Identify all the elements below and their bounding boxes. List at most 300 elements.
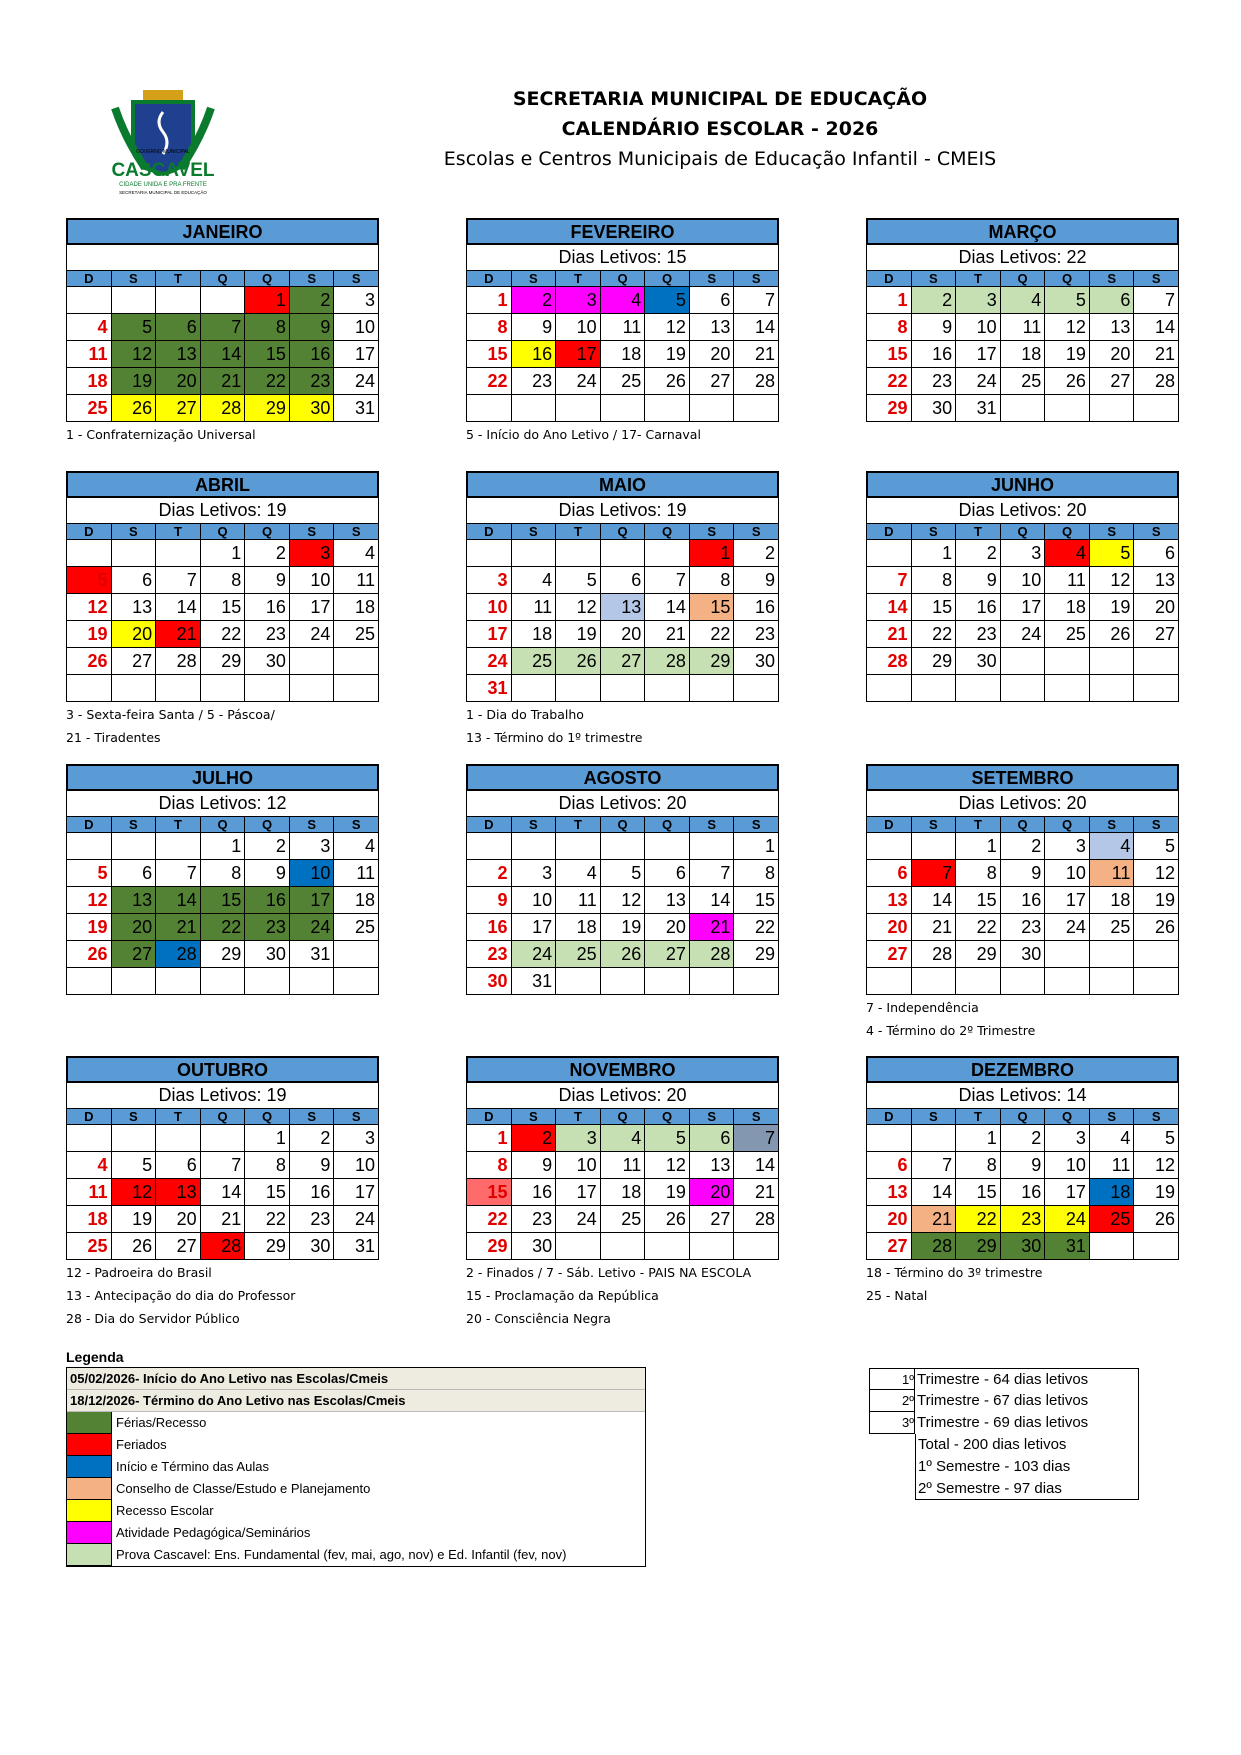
day-cell: 26	[645, 368, 690, 395]
day-cell: 22	[912, 621, 957, 648]
day-cell: 16	[245, 594, 290, 621]
day-cell: 25	[601, 368, 646, 395]
weekday-label: Q	[601, 524, 646, 539]
day-cell: 23	[734, 621, 779, 648]
weekday-label: Q	[601, 271, 646, 286]
empty-cell	[67, 540, 112, 567]
note-line: 13 - Término do 1º trimestre	[466, 730, 643, 745]
day-cell: 15	[867, 341, 912, 368]
day-cell: 16	[512, 1179, 557, 1206]
day-cell: 14	[734, 1152, 779, 1179]
day-cell: 24	[290, 621, 335, 648]
day-cell: 28	[867, 648, 912, 675]
day-cell: 27	[690, 1206, 735, 1233]
month-title: OUTUBRO	[66, 1056, 379, 1083]
day-cell: 27	[112, 648, 157, 675]
day-cell: 25	[67, 395, 112, 422]
day-cell: 11	[1090, 860, 1135, 887]
weekday-label: S	[1151, 524, 1161, 539]
weekday-label: T	[556, 524, 601, 539]
empty-cell	[201, 675, 246, 702]
day-cell: 2	[956, 540, 1001, 567]
legend-item	[67, 1478, 645, 1500]
weekday-label: Q	[245, 271, 290, 286]
month-novembro	[466, 1056, 779, 1330]
day-cell: 14	[734, 314, 779, 341]
day-cell: 11	[556, 887, 601, 914]
day-cell: 27	[645, 941, 690, 968]
weekday-label: Q	[1001, 817, 1046, 832]
day-cell: 13	[645, 887, 690, 914]
day-cell: 11	[67, 1179, 112, 1206]
empty-cell	[512, 395, 557, 422]
day-grid	[466, 833, 779, 995]
empty-cell	[690, 1233, 735, 1260]
day-cell: 28	[645, 648, 690, 675]
empty-cell	[867, 1125, 912, 1152]
day-cell: 5	[1134, 1125, 1179, 1152]
weekday-label: Q	[601, 1109, 646, 1124]
empty-cell	[912, 968, 957, 995]
day-cell: 19	[1090, 594, 1135, 621]
day-cell: 8	[245, 314, 290, 341]
trimestre-number: 1º	[869, 1368, 915, 1390]
weekday-header	[466, 524, 779, 540]
legend-item	[67, 1434, 645, 1456]
weekday-label: S	[690, 524, 735, 539]
day-cell: 16	[290, 1179, 335, 1206]
empty-cell	[156, 287, 201, 314]
day-cell: 15	[467, 1179, 512, 1206]
totals-row	[869, 1412, 1139, 1434]
day-cell: 20	[1134, 594, 1179, 621]
weekday-label: D	[67, 817, 112, 832]
empty-cell	[112, 540, 157, 567]
day-cell: 30	[245, 648, 290, 675]
day-cell: 3	[1045, 1125, 1090, 1152]
day-cell: 15	[201, 594, 246, 621]
empty-cell	[67, 968, 112, 995]
month-abril	[66, 471, 379, 749]
day-cell: 1	[867, 287, 912, 314]
weekday-header	[466, 1109, 779, 1125]
empty-cell	[645, 675, 690, 702]
dias-letivos: Dias Letivos: 20	[466, 791, 779, 817]
day-cell: 12	[645, 314, 690, 341]
day-cell: 21	[734, 341, 779, 368]
empty-cell	[1001, 648, 1046, 675]
empty-cell	[1045, 648, 1090, 675]
day-cell: 19	[1134, 1179, 1179, 1206]
month-julho	[66, 764, 379, 995]
weekday-label: S	[1090, 271, 1135, 286]
totals-row	[869, 1390, 1139, 1412]
empty-cell	[112, 1125, 157, 1152]
day-cell: 3	[956, 287, 1001, 314]
day-cell: 11	[601, 1152, 646, 1179]
day-cell: 24	[1045, 914, 1090, 941]
month-setembro	[866, 764, 1179, 1042]
note-line: 3 - Sexta-feira Santa / 5 - Páscoa/	[66, 707, 275, 722]
empty-cell	[690, 395, 735, 422]
empty-cell	[645, 395, 690, 422]
empty-cell	[690, 833, 735, 860]
logo-top-text: GOVERNO MUNICIPAL	[136, 149, 190, 155]
month-fevereiro	[466, 218, 779, 446]
weekday-label: S	[1151, 817, 1161, 832]
weekday-label: S	[512, 1109, 557, 1124]
empty-cell	[556, 833, 601, 860]
day-cell: 27	[601, 648, 646, 675]
day-cell: 7	[1134, 287, 1179, 314]
empty-cell	[1090, 675, 1135, 702]
totals-text: Trimestre - 67 dias letivos	[915, 1390, 1139, 1412]
day-cell: 20	[690, 341, 735, 368]
dias-letivos: Dias Letivos: 15	[466, 245, 779, 271]
day-cell: 11	[1045, 567, 1090, 594]
totals-text: Trimestre - 64 dias letivos	[915, 1368, 1139, 1390]
day-cell: 12	[67, 594, 112, 621]
weekday-label: S	[290, 271, 335, 286]
day-cell: 1	[690, 540, 735, 567]
day-cell: 5	[556, 567, 601, 594]
weekday-header	[866, 524, 1179, 540]
day-cell: 9	[1001, 860, 1046, 887]
day-cell: 19	[645, 1179, 690, 1206]
empty-cell	[601, 1233, 646, 1260]
day-cell: 17	[556, 1179, 601, 1206]
day-cell: 29	[734, 941, 779, 968]
totals-spacer	[869, 1478, 915, 1500]
day-cell: 5	[112, 1152, 157, 1179]
day-cell: 8	[467, 314, 512, 341]
totals-spacer	[869, 1456, 915, 1478]
day-cell: 22	[690, 621, 735, 648]
day-cell: 1	[912, 540, 957, 567]
empty-cell	[201, 968, 246, 995]
day-cell: 4	[601, 287, 646, 314]
day-cell: 5	[112, 314, 157, 341]
day-cell: 7	[156, 567, 201, 594]
day-cell: 22	[467, 1206, 512, 1233]
empty-cell	[734, 968, 779, 995]
empty-cell	[867, 833, 912, 860]
empty-cell	[1045, 675, 1090, 702]
day-cell: 2	[512, 1125, 557, 1152]
day-cell: 24	[956, 368, 1001, 395]
empty-cell	[601, 833, 646, 860]
day-cell: 7	[912, 860, 957, 887]
day-cell: 8	[690, 567, 735, 594]
day-cell: 20	[112, 914, 157, 941]
weekday-label: T	[956, 524, 1001, 539]
day-cell: 9	[734, 567, 779, 594]
month-notes	[866, 996, 1179, 1042]
day-cell: 31	[290, 941, 335, 968]
day-cell: 20	[867, 914, 912, 941]
month-dezembro	[866, 1056, 1179, 1307]
day-cell: 14	[156, 887, 201, 914]
day-cell: 25	[1045, 621, 1090, 648]
day-cell: 2	[290, 287, 335, 314]
day-cell: 3	[334, 1125, 379, 1152]
weekday-header	[66, 817, 379, 833]
day-cell: 19	[67, 621, 112, 648]
day-cell: 27	[156, 1233, 201, 1260]
day-cell: 7	[690, 860, 735, 887]
day-cell: 19	[556, 621, 601, 648]
day-cell: 5	[1045, 287, 1090, 314]
day-grid	[866, 540, 1179, 702]
day-cell: 2	[245, 833, 290, 860]
weekday-label: Q	[1045, 271, 1090, 286]
day-cell: 9	[290, 1152, 335, 1179]
day-cell: 30	[1001, 941, 1046, 968]
day-cell: 19	[112, 1206, 157, 1233]
legend-box	[66, 1367, 646, 1567]
day-cell: 30	[734, 648, 779, 675]
weekday-header	[66, 524, 379, 540]
weekday-label: S	[690, 817, 735, 832]
day-cell: 23	[245, 914, 290, 941]
day-cell: 25	[334, 621, 379, 648]
day-cell: 27	[1090, 368, 1135, 395]
month-notes	[466, 1261, 779, 1330]
day-cell: 18	[1001, 341, 1046, 368]
weekday-label: T	[556, 271, 601, 286]
day-cell: 19	[601, 914, 646, 941]
day-cell: 10	[334, 1152, 379, 1179]
day-cell: 31	[334, 1233, 379, 1260]
empty-cell	[67, 287, 112, 314]
empty-cell	[112, 968, 157, 995]
day-cell: 26	[1090, 621, 1135, 648]
day-cell: 10	[512, 887, 557, 914]
day-cell: 29	[245, 395, 290, 422]
day-cell: 3	[1045, 833, 1090, 860]
day-cell: 28	[201, 1233, 246, 1260]
note-line: 5 - Início do Ano Letivo / 17- Carnaval	[466, 427, 701, 442]
day-cell: 15	[245, 1179, 290, 1206]
legend-label: Recesso Escolar	[116, 1503, 214, 1518]
day-cell: 1	[467, 287, 512, 314]
month-title: MAIO	[466, 471, 779, 498]
weekday-header	[866, 271, 1179, 287]
weekday-label: S	[351, 1109, 361, 1124]
day-cell: 13	[867, 1179, 912, 1206]
day-cell: 4	[512, 567, 557, 594]
day-cell: 18	[67, 1206, 112, 1233]
note-line: 1 - Dia do Trabalho	[466, 707, 584, 722]
day-cell: 12	[67, 887, 112, 914]
weekday-label: S	[351, 524, 361, 539]
day-cell: 9	[290, 314, 335, 341]
day-cell: 2	[467, 860, 512, 887]
dias-letivos: Dias Letivos: 22	[866, 245, 1179, 271]
month-title: FEVEREIRO	[466, 218, 779, 245]
empty-cell	[1001, 968, 1046, 995]
weekday-label: D	[867, 524, 912, 539]
day-cell: 23	[1001, 914, 1046, 941]
day-cell: 11	[1090, 1152, 1135, 1179]
month-title: JULHO	[66, 764, 379, 791]
empty-cell	[556, 1233, 601, 1260]
weekday-label: D	[67, 1109, 112, 1124]
day-cell: 3	[467, 567, 512, 594]
weekday-label: D	[67, 271, 112, 286]
day-cell: 25	[334, 914, 379, 941]
day-cell: 12	[601, 887, 646, 914]
empty-cell	[734, 395, 779, 422]
logo-sub-text: SECRETARIA MUNICIPAL DE EDUCAÇÃO	[119, 190, 207, 195]
empty-cell	[290, 968, 335, 995]
weekday-label: S	[912, 271, 957, 286]
dias-letivos: Dias Letivos: 14	[866, 1083, 1179, 1109]
legend-swatch	[67, 1478, 112, 1500]
day-cell: 26	[1134, 1206, 1179, 1233]
day-cell: 22	[245, 1206, 290, 1233]
empty-cell	[1045, 968, 1090, 995]
note-line: 20 - Consciência Negra	[466, 1311, 611, 1326]
day-cell: 23	[956, 621, 1001, 648]
day-cell: 30	[467, 968, 512, 995]
legend-label: Atividade Pedagógica/Seminários	[116, 1525, 311, 1540]
legend-swatch	[67, 1434, 112, 1456]
empty-cell	[1001, 675, 1046, 702]
day-cell: 30	[512, 1233, 557, 1260]
weekday-label: Q	[245, 1109, 290, 1124]
header	[0, 84, 1241, 195]
day-cell: 11	[1001, 314, 1046, 341]
day-cell: 9	[467, 887, 512, 914]
empty-cell	[334, 968, 379, 995]
empty-cell	[334, 941, 379, 968]
empty-cell	[912, 833, 957, 860]
empty-cell	[67, 833, 112, 860]
day-cell: 4	[1090, 833, 1135, 860]
day-cell: 1	[245, 1125, 290, 1152]
day-cell: 30	[1001, 1233, 1046, 1260]
day-cell: 8	[245, 1152, 290, 1179]
weekday-label: Q	[201, 1109, 246, 1124]
day-cell: 17	[556, 341, 601, 368]
day-cell: 25	[512, 648, 557, 675]
empty-cell	[1090, 968, 1135, 995]
day-cell: 16	[290, 341, 335, 368]
day-cell: 31	[956, 395, 1001, 422]
trimestre-number: 3º	[869, 1412, 915, 1434]
day-cell: 14	[201, 1179, 246, 1206]
month-notes	[66, 703, 379, 749]
empty-cell	[956, 968, 1001, 995]
day-cell: 18	[556, 914, 601, 941]
day-cell: 10	[1045, 860, 1090, 887]
day-cell: 17	[334, 1179, 379, 1206]
day-cell: 25	[1090, 914, 1135, 941]
weekday-label: Q	[645, 524, 690, 539]
empty-cell	[245, 968, 290, 995]
legend-label: Prova Cascavel: Ens. Fundamental (fev, mai, ago, nov) e Ed. Infantil (fev, nov)	[116, 1547, 567, 1562]
day-cell: 9	[245, 567, 290, 594]
day-cell: 5	[67, 860, 112, 887]
month-title: JANEIRO	[66, 218, 379, 245]
weekday-label: S	[751, 524, 761, 539]
day-cell: 9	[512, 314, 557, 341]
day-cell: 1	[201, 833, 246, 860]
empty-cell	[1090, 941, 1135, 968]
day-cell: 20	[1090, 341, 1135, 368]
day-cell: 8	[867, 314, 912, 341]
empty-cell	[201, 1125, 246, 1152]
month-notes	[866, 1261, 1179, 1307]
weekday-label: D	[467, 271, 512, 286]
legend	[66, 1349, 646, 1567]
day-grid	[466, 1125, 779, 1260]
empty-cell	[867, 540, 912, 567]
day-cell: 21	[912, 914, 957, 941]
weekday-label: S	[290, 524, 335, 539]
day-cell: 18	[334, 887, 379, 914]
day-cell: 17	[467, 621, 512, 648]
empty-cell	[956, 675, 1001, 702]
day-cell: 26	[112, 1233, 157, 1260]
empty-cell	[156, 675, 201, 702]
weekday-header	[866, 1109, 1179, 1125]
day-cell: 21	[201, 1206, 246, 1233]
month-notes	[466, 703, 779, 749]
weekday-label: T	[956, 1109, 1001, 1124]
day-cell: 23	[467, 941, 512, 968]
day-cell: 31	[334, 395, 379, 422]
day-cell: 21	[1134, 341, 1179, 368]
day-grid	[66, 833, 379, 995]
empty-cell	[867, 968, 912, 995]
day-cell: 16	[467, 914, 512, 941]
day-cell: 11	[67, 341, 112, 368]
day-cell: 12	[112, 341, 157, 368]
weekday-label: S	[912, 1109, 957, 1124]
note-line: 13 - Antecipação do dia do Professor	[66, 1288, 296, 1303]
empty-cell	[556, 968, 601, 995]
trimestre-number: 2º	[869, 1390, 915, 1412]
weekday-label: D	[867, 817, 912, 832]
empty-cell	[1134, 675, 1179, 702]
empty-cell	[556, 540, 601, 567]
totals-row	[869, 1368, 1139, 1390]
day-cell: 4	[67, 314, 112, 341]
empty-cell	[1134, 395, 1179, 422]
empty-cell	[467, 833, 512, 860]
weekday-label: S	[112, 817, 157, 832]
weekday-label: S	[112, 1109, 157, 1124]
day-cell: 6	[112, 860, 157, 887]
day-cell: 12	[1090, 567, 1135, 594]
day-cell: 6	[601, 567, 646, 594]
day-cell: 20	[156, 368, 201, 395]
weekday-label: D	[67, 524, 112, 539]
day-cell: 18	[334, 594, 379, 621]
day-cell: 23	[1001, 1206, 1046, 1233]
day-cell: 25	[1090, 1206, 1135, 1233]
weekday-label: Q	[1045, 524, 1090, 539]
dias-letivos: Dias Letivos: 12	[66, 791, 379, 817]
day-cell: 3	[512, 860, 557, 887]
day-cell: 16	[245, 887, 290, 914]
weekday-header	[66, 271, 379, 287]
empty-cell	[645, 540, 690, 567]
day-cell: 22	[201, 914, 246, 941]
day-cell: 30	[290, 395, 335, 422]
